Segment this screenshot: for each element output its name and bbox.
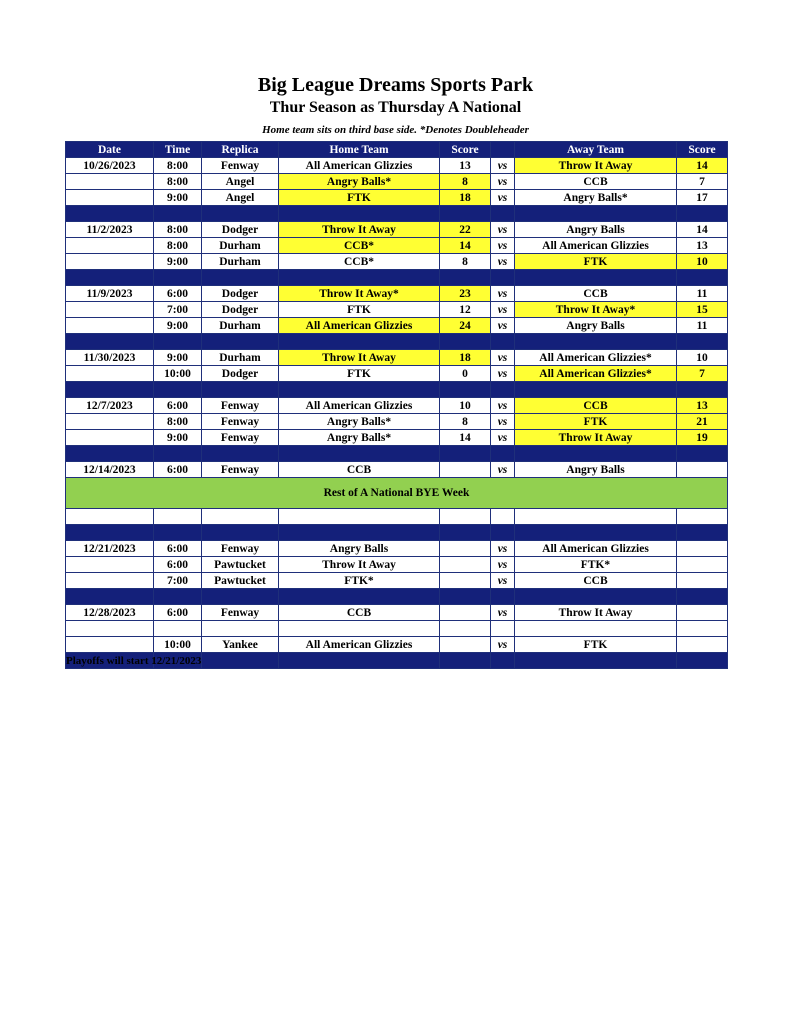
away-score <box>677 557 728 573</box>
game-row <box>66 350 728 366</box>
away-score: 17 <box>677 190 728 206</box>
separator-cell <box>677 334 728 350</box>
blank-cell <box>515 621 677 637</box>
separator-cell <box>154 334 202 350</box>
game-date: 11/30/2023 <box>66 350 154 366</box>
bye-week-row <box>66 478 728 509</box>
game-replica: Fenway <box>202 462 279 478</box>
home-score <box>440 557 491 573</box>
vs-label: vs <box>491 286 515 302</box>
separator-cell <box>202 653 279 669</box>
game-time: 6:00 <box>154 286 202 302</box>
vs-label: vs <box>491 414 515 430</box>
game-time: 9:00 <box>154 190 202 206</box>
separator-cell <box>515 334 677 350</box>
separator-cell <box>440 653 491 669</box>
separator-cell <box>154 446 202 462</box>
separator-cell <box>440 589 491 605</box>
vs-label: vs <box>491 573 515 589</box>
blank-row <box>66 509 728 525</box>
home-team: Angry Balls* <box>279 174 440 190</box>
blank-cell <box>202 621 279 637</box>
game-time: 6:00 <box>154 398 202 414</box>
away-team: CCB <box>515 398 677 414</box>
separator-cell <box>515 653 677 669</box>
vs-label: vs <box>491 238 515 254</box>
game-time: 10:00 <box>154 366 202 382</box>
separator-cell <box>677 653 728 669</box>
game-replica: Yankee <box>202 637 279 653</box>
home-team: CCB* <box>279 254 440 270</box>
game-row <box>66 430 728 446</box>
separator-cell <box>154 382 202 398</box>
home-score: 0 <box>440 366 491 382</box>
away-score: 19 <box>677 430 728 446</box>
separator-cell <box>66 270 154 286</box>
header-vs <box>491 142 515 158</box>
home-score: 18 <box>440 190 491 206</box>
week-separator <box>66 525 728 541</box>
separator-cell <box>66 446 154 462</box>
game-date <box>66 238 154 254</box>
separator-cell <box>491 382 515 398</box>
away-score: 13 <box>677 238 728 254</box>
game-date <box>66 302 154 318</box>
blank-cell <box>279 509 440 525</box>
game-replica: Durham <box>202 350 279 366</box>
vs-label: vs <box>491 350 515 366</box>
header-date: Date <box>66 142 154 158</box>
away-team: CCB <box>515 573 677 589</box>
separator-cell <box>66 206 154 222</box>
week-separator <box>66 382 728 398</box>
separator-cell <box>202 382 279 398</box>
separator-cell <box>515 525 677 541</box>
game-row <box>66 318 728 334</box>
game-replica: Fenway <box>202 414 279 430</box>
game-date <box>66 190 154 206</box>
page-title: Big League Dreams Sports Park <box>257 74 534 96</box>
separator-cell <box>491 589 515 605</box>
vs-label: vs <box>491 605 515 621</box>
separator-cell <box>279 589 440 605</box>
separator-cell <box>515 446 677 462</box>
away-team: CCB <box>515 286 677 302</box>
home-score: 23 <box>440 286 491 302</box>
away-score: 15 <box>677 302 728 318</box>
game-replica: Pawtucket <box>202 573 279 589</box>
away-score <box>677 605 728 621</box>
home-score: 22 <box>440 222 491 238</box>
separator-cell <box>491 525 515 541</box>
game-time: 6:00 <box>154 605 202 621</box>
away-score: 11 <box>677 318 728 334</box>
away-team: All American Glizzies <box>515 541 677 557</box>
separator-cell <box>202 589 279 605</box>
game-row <box>66 254 728 270</box>
game-row <box>66 286 728 302</box>
game-replica: Dodger <box>202 222 279 238</box>
away-team: Angry Balls* <box>515 190 677 206</box>
home-team: Throw It Away <box>279 222 440 238</box>
blank-cell <box>677 621 728 637</box>
home-score: 8 <box>440 414 491 430</box>
separator-cell <box>279 334 440 350</box>
header-home-score: Score <box>440 142 491 158</box>
home-score <box>440 573 491 589</box>
separator-cell <box>279 446 440 462</box>
week-separator <box>66 446 728 462</box>
blank-cell <box>677 509 728 525</box>
blank-cell <box>515 509 677 525</box>
vs-label: vs <box>491 222 515 238</box>
separator-cell <box>66 589 154 605</box>
game-time: 8:00 <box>154 174 202 190</box>
home-score: 8 <box>440 254 491 270</box>
game-replica: Angel <box>202 174 279 190</box>
separator-cell <box>677 446 728 462</box>
home-score: 14 <box>440 430 491 446</box>
header-home-team: Home Team <box>279 142 440 158</box>
separator-cell <box>440 446 491 462</box>
game-row <box>66 302 728 318</box>
separator-cell <box>491 334 515 350</box>
game-date: 11/2/2023 <box>66 222 154 238</box>
home-team: All American Glizzies <box>279 318 440 334</box>
game-row <box>66 541 728 557</box>
game-time: 7:00 <box>154 302 202 318</box>
blank-cell <box>491 621 515 637</box>
separator-cell <box>202 446 279 462</box>
home-score <box>440 462 491 478</box>
separator-cell <box>515 270 677 286</box>
vs-label: vs <box>491 158 515 174</box>
vs-label: vs <box>491 398 515 414</box>
away-team: Throw It Away <box>515 605 677 621</box>
game-time: 6:00 <box>154 557 202 573</box>
home-team: Throw It Away <box>279 350 440 366</box>
separator-cell <box>440 206 491 222</box>
blank-cell <box>202 509 279 525</box>
header-time: Time <box>154 142 202 158</box>
separator-cell <box>154 589 202 605</box>
home-team: Angry Balls <box>279 541 440 557</box>
game-row <box>66 557 728 573</box>
game-date: 12/7/2023 <box>66 398 154 414</box>
week-separator <box>66 589 728 605</box>
home-team: Angry Balls* <box>279 414 440 430</box>
away-team: Throw It Away <box>515 430 677 446</box>
game-date <box>66 254 154 270</box>
schedule-table <box>65 141 728 669</box>
schedule-note: Home team sits on third base side. *Denotes Doubleheader <box>262 124 529 136</box>
home-team: All American Glizzies <box>279 637 440 653</box>
home-score: 13 <box>440 158 491 174</box>
game-replica: Durham <box>202 318 279 334</box>
vs-label: vs <box>491 318 515 334</box>
game-row <box>66 462 728 478</box>
vs-label: vs <box>491 557 515 573</box>
game-replica: Durham <box>202 254 279 270</box>
game-date: 11/9/2023 <box>66 286 154 302</box>
home-score: 10 <box>440 398 491 414</box>
game-row <box>66 414 728 430</box>
separator-cell <box>491 446 515 462</box>
blank-cell <box>154 621 202 637</box>
schedule-body <box>66 158 728 669</box>
home-team: CCB <box>279 462 440 478</box>
away-team: All American Glizzies* <box>515 350 677 366</box>
game-date <box>66 573 154 589</box>
home-score <box>440 541 491 557</box>
game-row <box>66 238 728 254</box>
away-team: FTK <box>515 254 677 270</box>
separator-cell <box>154 525 202 541</box>
separator-cell <box>440 525 491 541</box>
separator-cell <box>66 382 154 398</box>
separator-cell <box>279 382 440 398</box>
blank-row <box>66 621 728 637</box>
game-date <box>66 318 154 334</box>
game-row <box>66 174 728 190</box>
away-team: CCB <box>515 174 677 190</box>
away-score: 10 <box>677 350 728 366</box>
week-separator <box>66 206 728 222</box>
separator-cell <box>66 525 154 541</box>
game-replica: Dodger <box>202 286 279 302</box>
separator-cell <box>515 206 677 222</box>
away-score: 14 <box>677 158 728 174</box>
separator-cell <box>279 206 440 222</box>
home-score: 8 <box>440 174 491 190</box>
separator-cell <box>66 334 154 350</box>
away-score: 7 <box>677 366 728 382</box>
away-team: FTK <box>515 637 677 653</box>
home-score: 24 <box>440 318 491 334</box>
separator-cell <box>202 270 279 286</box>
vs-label: vs <box>491 462 515 478</box>
game-time: 6:00 <box>154 541 202 557</box>
game-date <box>66 637 154 653</box>
separator-cell <box>202 334 279 350</box>
vs-label: vs <box>491 174 515 190</box>
away-team: FTK* <box>515 557 677 573</box>
separator-cell <box>279 653 440 669</box>
home-team: CCB <box>279 605 440 621</box>
game-time: 7:00 <box>154 573 202 589</box>
game-row <box>66 573 728 589</box>
game-date: 12/21/2023 <box>66 541 154 557</box>
game-date: 12/14/2023 <box>66 462 154 478</box>
separator-cell <box>202 206 279 222</box>
home-score: 14 <box>440 238 491 254</box>
vs-label: vs <box>491 637 515 653</box>
separator-cell <box>279 525 440 541</box>
blank-cell <box>440 509 491 525</box>
game-time: 8:00 <box>154 222 202 238</box>
blank-cell <box>491 509 515 525</box>
separator-cell <box>677 206 728 222</box>
game-time: 8:00 <box>154 158 202 174</box>
vs-label: vs <box>491 302 515 318</box>
vs-label: vs <box>491 541 515 557</box>
home-team: FTK* <box>279 573 440 589</box>
blank-cell <box>440 621 491 637</box>
away-score <box>677 462 728 478</box>
separator-cell <box>677 270 728 286</box>
game-time: 9:00 <box>154 430 202 446</box>
separator-cell <box>279 270 440 286</box>
game-replica: Angel <box>202 190 279 206</box>
away-score: 7 <box>677 174 728 190</box>
home-team: Angry Balls* <box>279 430 440 446</box>
away-team: Angry Balls <box>515 462 677 478</box>
game-time: 10:00 <box>154 637 202 653</box>
vs-label: vs <box>491 190 515 206</box>
game-date <box>66 430 154 446</box>
game-date: 12/28/2023 <box>66 605 154 621</box>
game-replica: Dodger <box>202 366 279 382</box>
vs-label: vs <box>491 430 515 446</box>
separator-cell <box>515 382 677 398</box>
game-replica: Fenway <box>202 398 279 414</box>
away-score: 21 <box>677 414 728 430</box>
separator-cell <box>154 270 202 286</box>
away-team: Angry Balls <box>515 222 677 238</box>
game-time: 9:00 <box>154 318 202 334</box>
separator-cell <box>491 270 515 286</box>
away-team: All American Glizzies <box>515 238 677 254</box>
game-time: 8:00 <box>154 414 202 430</box>
game-row <box>66 222 728 238</box>
game-date <box>66 557 154 573</box>
separator-cell <box>440 270 491 286</box>
game-row <box>66 637 728 653</box>
game-date <box>66 366 154 382</box>
header-away-team: Away Team <box>515 142 677 158</box>
away-team: FTK <box>515 414 677 430</box>
separator-cell <box>491 653 515 669</box>
game-date: 10/26/2023 <box>66 158 154 174</box>
game-row <box>66 605 728 621</box>
separator-cell <box>491 206 515 222</box>
week-separator <box>66 334 728 350</box>
week-separator <box>66 270 728 286</box>
page-subtitle: Thur Season as Thursday A National <box>269 99 522 116</box>
home-score <box>440 605 491 621</box>
separator-cell <box>677 382 728 398</box>
game-row <box>66 366 728 382</box>
separator-cell <box>677 525 728 541</box>
game-time: 6:00 <box>154 462 202 478</box>
blank-cell <box>66 621 154 637</box>
home-team: CCB* <box>279 238 440 254</box>
home-score: 18 <box>440 350 491 366</box>
header-away-score: Score <box>677 142 728 158</box>
game-date <box>66 174 154 190</box>
game-replica: Fenway <box>202 158 279 174</box>
home-team: FTK <box>279 366 440 382</box>
blank-cell <box>154 509 202 525</box>
separator-cell <box>515 589 677 605</box>
away-score <box>677 541 728 557</box>
separator-cell <box>154 206 202 222</box>
home-score <box>440 637 491 653</box>
game-replica: Fenway <box>202 541 279 557</box>
header-replica: Replica <box>202 142 279 158</box>
game-row <box>66 158 728 174</box>
away-score: 13 <box>677 398 728 414</box>
separator-cell <box>202 525 279 541</box>
away-team: All American Glizzies* <box>515 366 677 382</box>
game-replica: Durham <box>202 238 279 254</box>
blank-cell <box>66 509 154 525</box>
away-score <box>677 573 728 589</box>
table-header-row <box>66 142 728 158</box>
away-team: Throw It Away <box>515 158 677 174</box>
away-score: 10 <box>677 254 728 270</box>
game-time: 8:00 <box>154 238 202 254</box>
separator-cell <box>440 382 491 398</box>
home-score: 12 <box>440 302 491 318</box>
away-team: Angry Balls <box>515 318 677 334</box>
game-replica: Pawtucket <box>202 557 279 573</box>
away-score: 14 <box>677 222 728 238</box>
game-replica: Fenway <box>202 605 279 621</box>
home-team: FTK <box>279 302 440 318</box>
vs-label: vs <box>491 254 515 270</box>
game-time: 9:00 <box>154 350 202 366</box>
game-time: 9:00 <box>154 254 202 270</box>
away-team: Throw It Away* <box>515 302 677 318</box>
home-team: All American Glizzies <box>279 398 440 414</box>
away-score: 11 <box>677 286 728 302</box>
game-row <box>66 190 728 206</box>
away-score <box>677 637 728 653</box>
home-team: Throw It Away <box>279 557 440 573</box>
blank-cell <box>279 621 440 637</box>
separator-cell <box>440 334 491 350</box>
game-date <box>66 414 154 430</box>
vs-label: vs <box>491 366 515 382</box>
playoffs-note: Playoffs will start 12/21/2023 <box>66 655 202 667</box>
separator-cell <box>677 589 728 605</box>
home-team: Throw It Away* <box>279 286 440 302</box>
home-team: All American Glizzies <box>279 158 440 174</box>
game-replica: Fenway <box>202 430 279 446</box>
bye-week-label: Rest of A National BYE Week <box>66 478 728 509</box>
game-row <box>66 398 728 414</box>
home-team: FTK <box>279 190 440 206</box>
game-replica: Dodger <box>202 302 279 318</box>
